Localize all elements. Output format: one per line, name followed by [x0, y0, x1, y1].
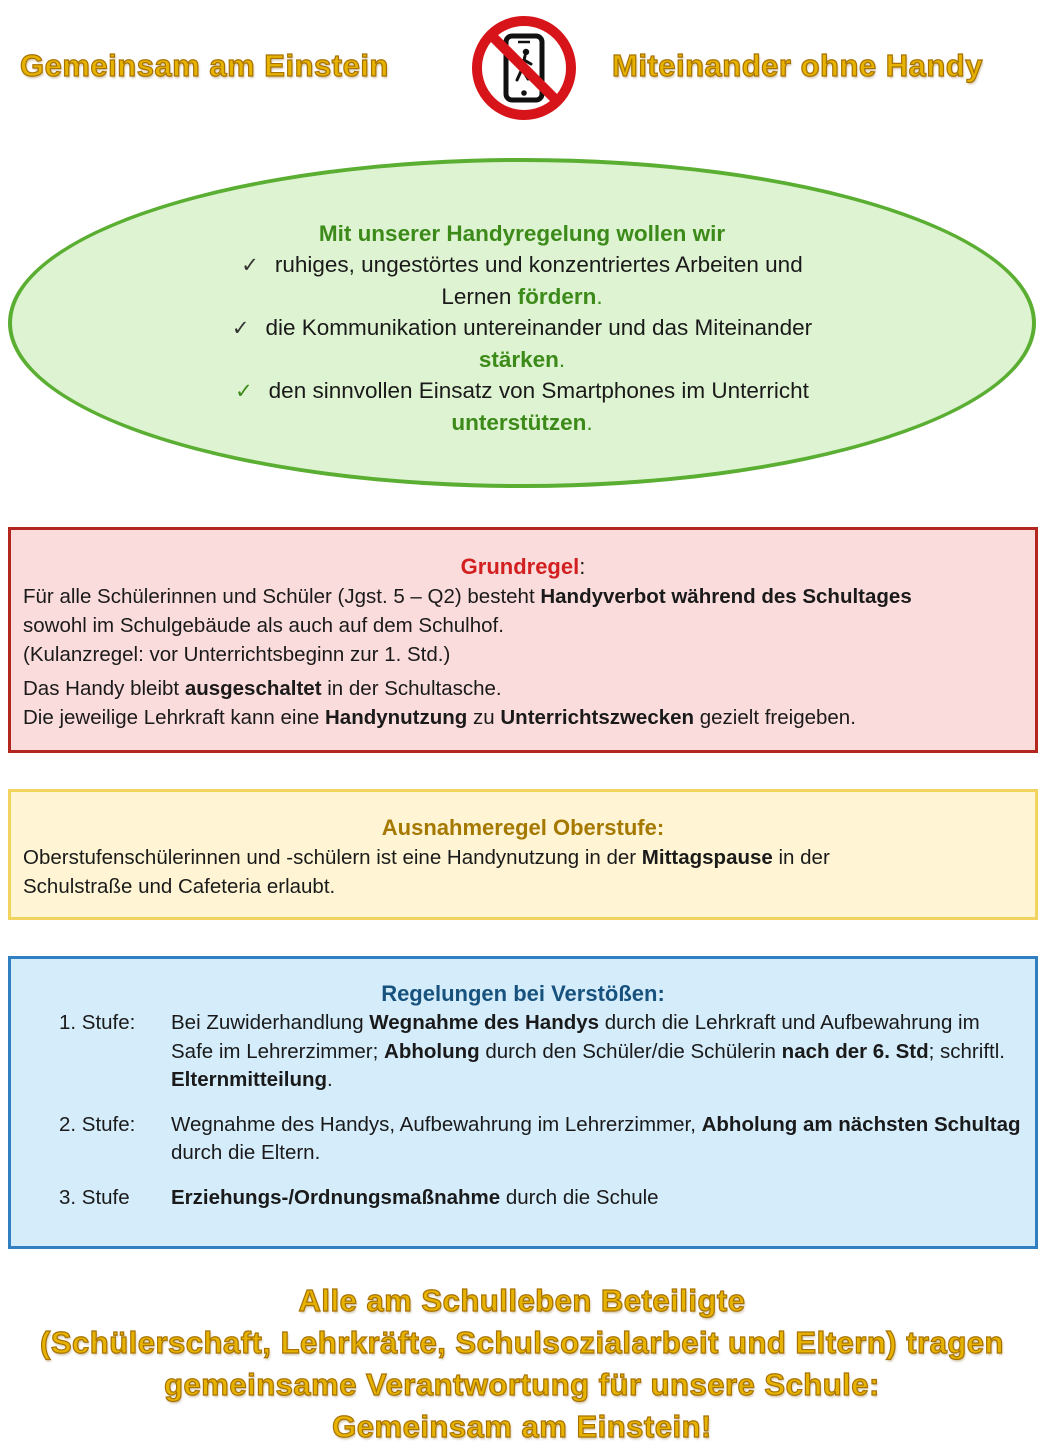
grundregel-box — [8, 527, 1038, 753]
header-left-title: Gemeinsam am Einstein — [20, 48, 389, 83]
goals-intro: Mit unserer Handyregelung wollen wir — [318, 221, 726, 246]
checkmark-icon: ✓ — [235, 380, 253, 403]
no-phone-icon — [470, 14, 578, 122]
stage-3: 3. Stufe Erziehungs-/Ordnungsmaßnahme durch die Schule — [59, 1185, 659, 1209]
goal-item: ✓ die Kommunikation untereinander und das Miteinander stärken. — [231, 315, 813, 372]
goal-emphasis: unterstützen — [451, 410, 587, 435]
goal-text: die Kommunikation untereinander und das Miteinander — [265, 315, 813, 340]
ausnahme-title: Ausnahmeregel Oberstufe: — [381, 815, 665, 840]
grundregel-title: Grundregel: — [460, 554, 586, 579]
grundregel-text: Für alle Schülerinnen und Schüler (Jgst. 5 – Q2) besteht Handyverbot während des Schultages sowohl im Schulgebäude als auch auf dem Schulhof. (Kulanzregel: vor Unterrichtsbeginn zur 1. Std.) Das Handy bleibt ausgeschaltet in der Schultasche. Die jeweilige Lehrkraft kann eine Handynutzung zu Unterrichtszwecken gezielt freigeben. — [23, 585, 912, 729]
checkmark-icon: ✓ — [231, 317, 250, 340]
footer-slogan: Alle am Schulleben Beteiligte (Schülerschaft, Lehrkräfte, Schulsozialarbeit und Eltern) tragen gemeinsame Verantwortung für unsere Schule: Gemeinsam am Einstein! — [40, 1283, 1004, 1444]
stage-1: 1. Stufe: Bei Zuwiderhandlung Wegnahme des Handys durch die Lehrkraft und Aufbewahrung im Safe im Lehrerzimmer; Abholung durch den Schüler/die Schülerin nach der 6. Std; schriftl. Elternmitteilung. — [59, 1011, 1005, 1091]
goal-emphasis: stärken — [478, 347, 559, 372]
ausnahme-text: Oberstufenschülerinnen und -schülern ist eine Handynutzung in der Mittagspause in der Schulstraße und Cafeteria erlaubt. — [23, 846, 830, 898]
verstoesse-title: Regelungen bei Verstößen: — [381, 981, 665, 1006]
header-right-title: Miteinander ohne Handy — [612, 48, 983, 83]
goal-item: ✓ ruhiges, ungestörtes und konzentriertes Arbeiten und Lernen fördern. — [241, 252, 803, 309]
stage-2: 2. Stufe: Wegnahme des Handys, Aufbewahrung im Lehrerzimmer, Abholung am nächsten Schultag durch die Eltern. — [59, 1112, 1021, 1164]
goal-text: den sinnvollen Einsatz von Smartphones im Unterricht — [268, 378, 809, 403]
goal-text: ruhiges, ungestörtes und konzentriertes Arbeiten und — [274, 252, 803, 277]
checkmark-icon: ✓ — [241, 254, 259, 277]
ausnahme-box — [8, 789, 1038, 920]
goals-content — [0, 218, 1044, 438]
verstoesse-box — [8, 956, 1038, 1249]
goal-item: ✓ den sinnvollen Einsatz von Smartphones im Unterricht unterstützen. — [235, 378, 809, 435]
goal-emphasis: fördern — [517, 284, 597, 309]
